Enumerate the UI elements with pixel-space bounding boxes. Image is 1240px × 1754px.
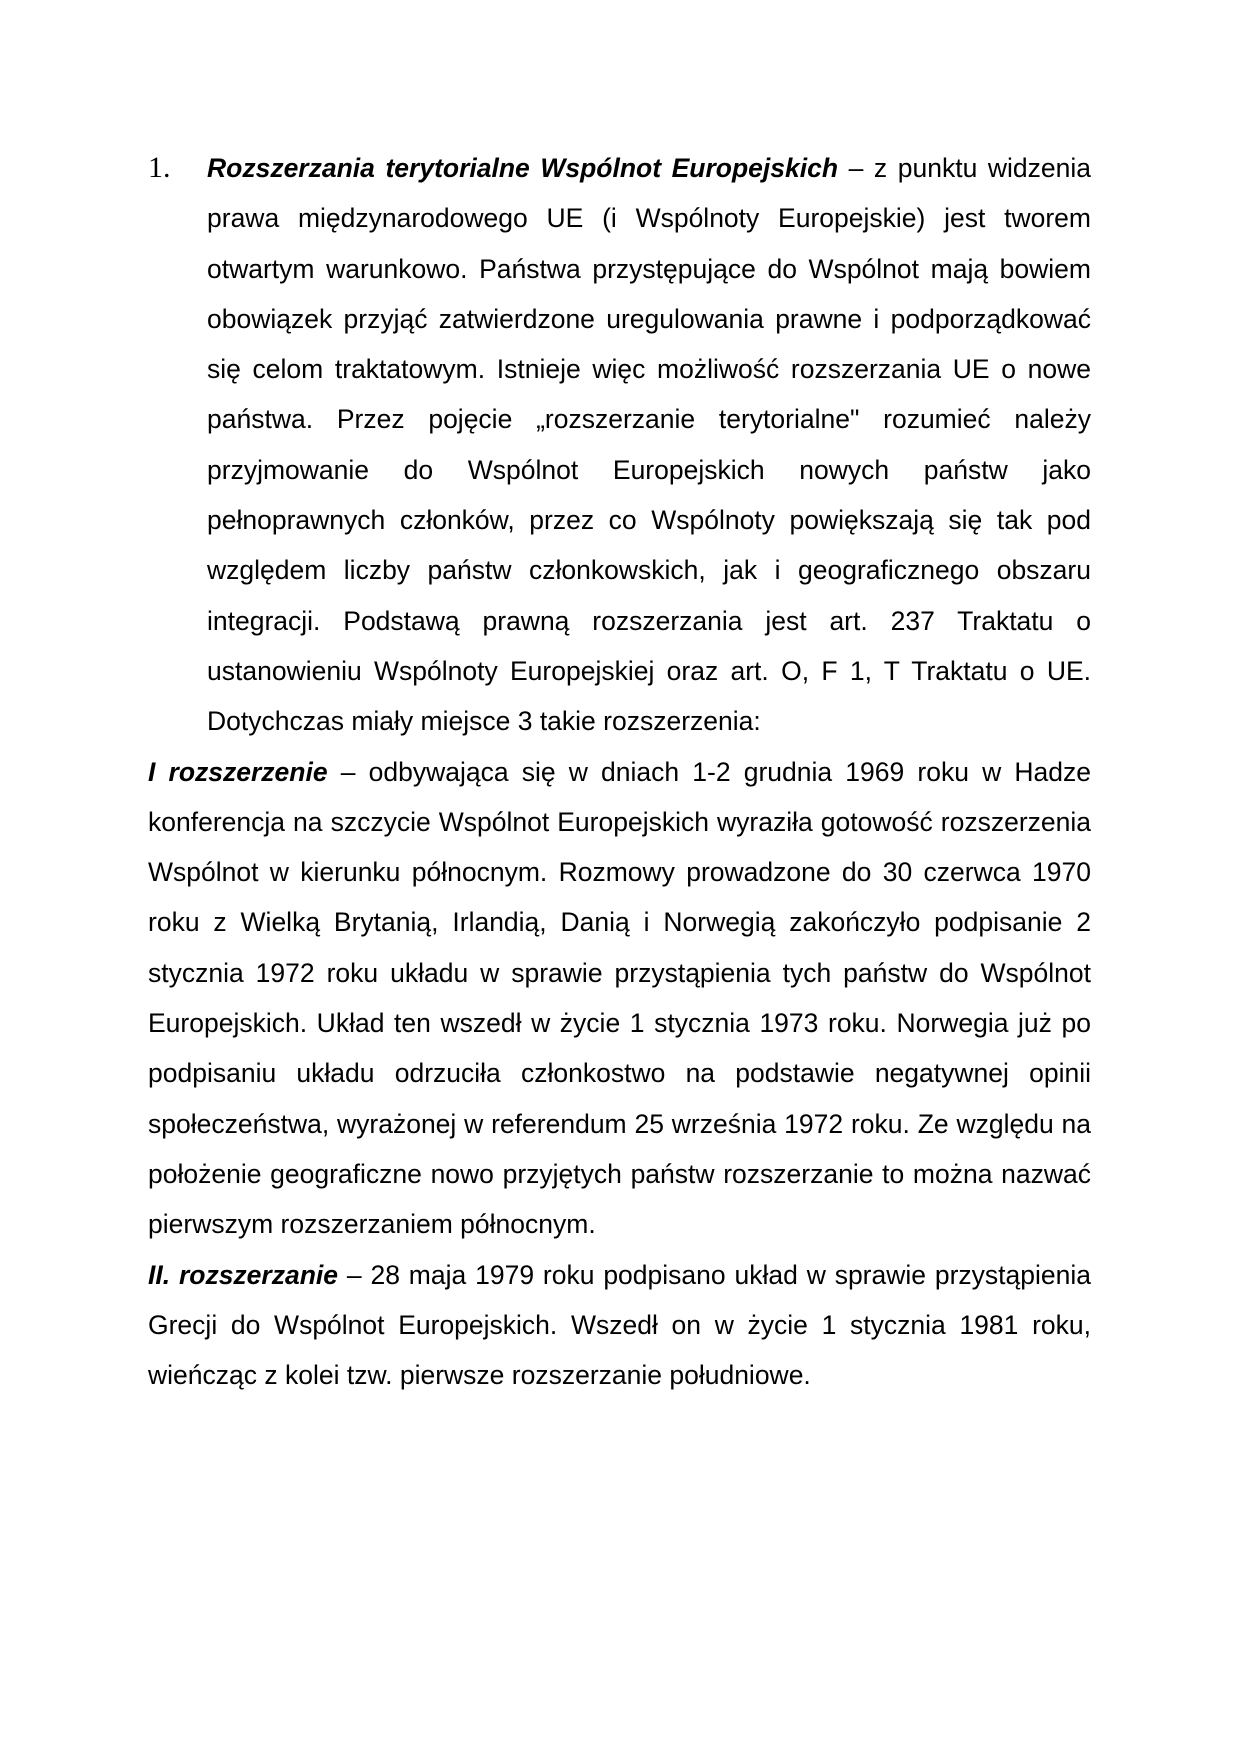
first-enlargement-heading: I rozszerzenie: [148, 756, 328, 787]
paragraph-second-enlargement: [148, 1250, 1091, 1401]
list-item-1: [148, 143, 1091, 747]
second-enlargement-heading: II. rozszerzanie: [148, 1259, 339, 1290]
paragraph-first-enlargement: [148, 747, 1091, 1250]
document-body: [148, 143, 1091, 1400]
first-enlargement-text: – odbywająca się w dniach 1-2 grudnia 1969 roku w Hadze konferencja na szczycie Wspólnot Europejskich wyraziła gotowość rozszerzenia Wspólnot w kierunku północnym. Rozmowy prowadzone do 30 czerwca 1970 roku z Wielką Brytanią, Irlandią, Danią i Norwegią zakończyło podpisanie 2 stycznia 1972 roku układu w sprawie przystąpienia tych państw do Wspólnot Europejskich. Układ ten wszedł w życie 1 stycznia 1973 roku. Norwegia już po podpisaniu układu odrzuciła członkostwo na podstawie negatywnej opinii społeczeństwa, wyrażonej w referendum 25 września 1972 roku. Ze względu na położenie geograficzne nowo przyjętych państw rozszerzanie to można nazwać pierwszym rozszerzaniem północnym.: [148, 756, 1092, 1240]
section-text-enlargement: – z punktu widzenia prawa międzynarodowego UE (i Wspólnoty Europejskie) jest tworem otwartym warunkowo. Państwa przystępujące do Wspólnot mają bowiem obowiązek przyjąć zatwierdzone uregulowania prawne i podporządkować się celom traktatowym. Istnieje więc możliwość rozszerzania UE o nowe państwa. Przez pojęcie „rozszerzanie terytorialne" rozumieć należy przyjmowanie do Wspólnot Europejskich nowych państw jako pełnoprawnych członków, przez co Wspólnoty powiększają się tak pod względem liczby państw członkowskich, jak i geograficznego obszaru integracji. Podstawą prawną rozszerzania jest art. 237 Traktatu o ustanowieniu Wspólnoty Europejskiej oraz art. O, F 1, T Traktatu o UE. Dotychczas miały miejsce 3 takie rozszerzenia:: [207, 153, 1092, 737]
list-number: 1.: [148, 151, 171, 184]
second-enlargement-text: – 28 maja 1979 roku podpisano układ w sprawie przystąpienia Grecji do Wspólnot Europejskich. Wszedł on w życie 1 stycznia 1981 roku, wieńcząc z kolei tzw. pierwsze rozszerzanie południowe.: [148, 1259, 1092, 1391]
section-heading-enlargement: Rozszerzania terytorialne Wspólnot Europejskich: [207, 153, 839, 183]
